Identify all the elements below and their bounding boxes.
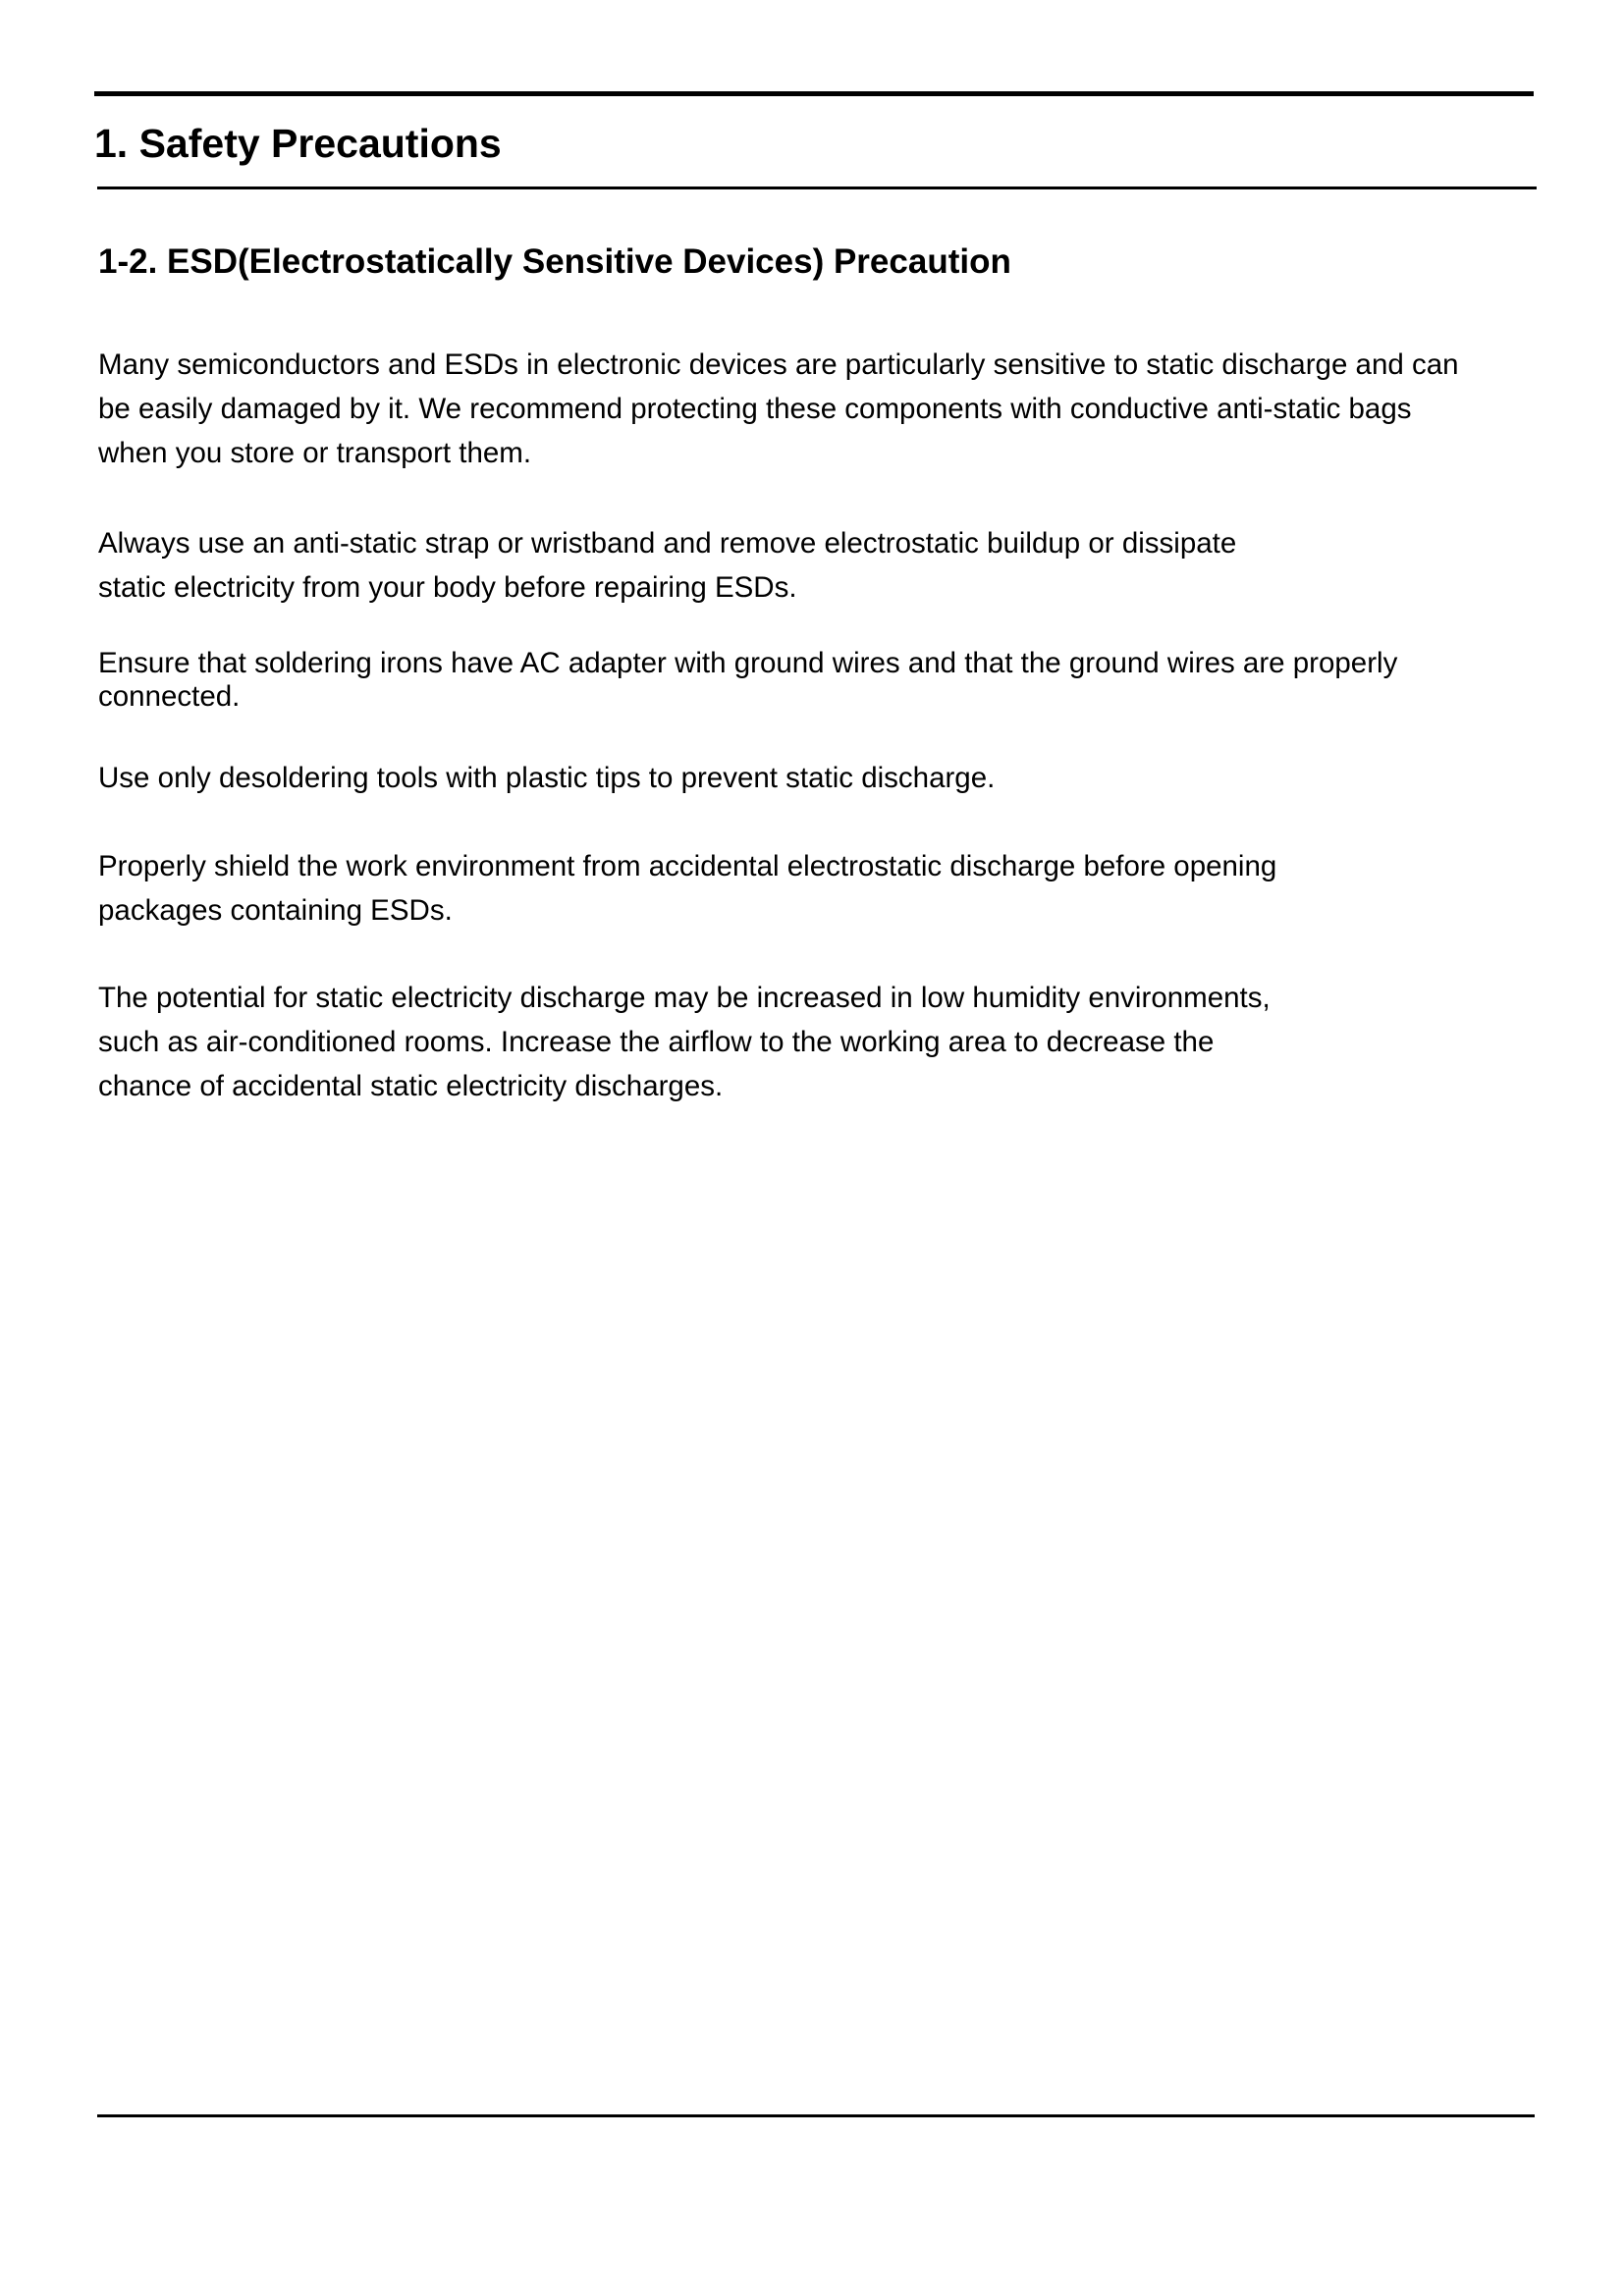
paragraph-storage [98, 343, 1459, 475]
paragraph-line: when you store or transport them. [98, 437, 532, 469]
paragraph-desoldering-tools [98, 756, 995, 800]
paragraph-wristband [98, 521, 1236, 610]
paragraph-line: connected. [98, 680, 241, 713]
page-title: 1. Safety Precautions [94, 121, 502, 166]
paragraph-soldering-irons [98, 647, 1397, 714]
paragraph-line: such as air-conditioned rooms. Increase the airflow to the working area to decrease the [98, 1026, 1215, 1058]
paragraph-line: Use only desoldering tools with plastic tips to prevent static discharge. [98, 762, 996, 794]
paragraph-line: Many semiconductors and ESDs in electronic devices are particularly sensitive to static discharge and can [98, 348, 1459, 381]
paragraph-line: Properly shield the work environment from accidental electrostatic discharge before opening [98, 850, 1277, 882]
footer-rule [97, 2114, 1535, 2117]
header-top-rule [94, 91, 1534, 96]
paragraph-line: static electricity from your body before repairing ESDs. [98, 571, 797, 604]
paragraph-line: The potential for static electricity discharge may be increased in low humidity environments, [98, 982, 1271, 1014]
paragraph-shielding [98, 844, 1276, 933]
title-divider [97, 187, 1537, 189]
paragraph-line: be easily damaged by it. We recommend protecting these components with conductive anti-static bags [98, 393, 1412, 425]
paragraph-line: Always use an anti-static strap or wristband and remove electrostatic buildup or dissipate [98, 527, 1237, 560]
paragraph-humidity [98, 976, 1271, 1108]
paragraph-line: packages containing ESDs. [98, 894, 453, 927]
paragraph-line: Ensure that soldering irons have AC adapter with ground wires and that the ground wires are properly [98, 647, 1398, 679]
paragraph-line: chance of accidental static electricity discharges. [98, 1070, 724, 1102]
section-title: 1-2. ESD(Electrostatically Sensitive Devices) Precaution [98, 242, 1011, 281]
